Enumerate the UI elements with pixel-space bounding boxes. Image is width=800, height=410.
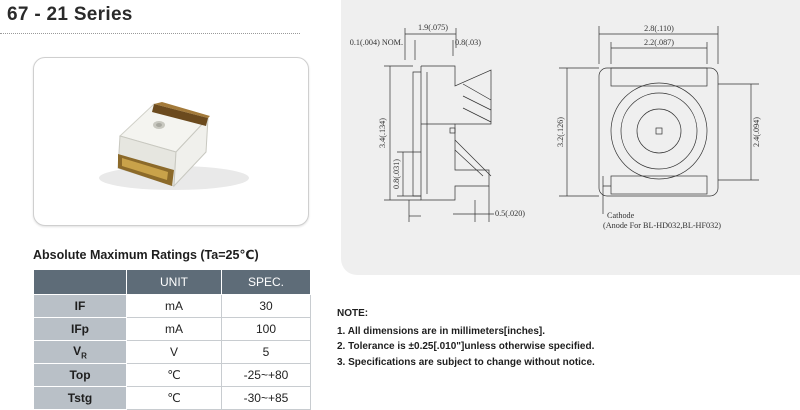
- param-text: V: [73, 343, 82, 358]
- unit-cell: ℃: [127, 387, 222, 410]
- dim-front-outer-width: 2.8(.110): [644, 24, 674, 33]
- spec-header: SPEC.: [222, 270, 311, 295]
- spec-cell: 30: [222, 295, 311, 318]
- note-item: 3. Specifications are subject to change without notice.: [337, 356, 595, 368]
- dim-front-height-left: 3.2(.126): [556, 116, 565, 148]
- unit-cell: V: [127, 341, 222, 364]
- notes-title: NOTE:: [337, 308, 369, 319]
- dim-front-height-right: 2.4(.094): [752, 116, 761, 148]
- param-cell: Tstg: [34, 387, 127, 410]
- unit-cell: mA: [127, 295, 222, 318]
- spec-cell: -25~+80: [222, 364, 311, 387]
- led-product-image: [34, 58, 308, 225]
- table-row: [34, 387, 311, 410]
- ratings-title: Absolute Maximum Ratings (Ta=25℃): [33, 248, 259, 262]
- note-item: 1. All dimensions are in millimeters[inches].: [337, 325, 546, 337]
- dim-lead: 0.8(.031): [392, 158, 401, 190]
- dim-step: 0.8(.03): [455, 38, 481, 47]
- spec-cell: -30~+85: [222, 387, 311, 410]
- page-title: 67 - 21 Series: [7, 4, 133, 25]
- unit-header: UNIT: [127, 270, 222, 295]
- dim-height: 3.4(.134): [378, 117, 387, 149]
- dimension-drawing-panel: [341, 0, 800, 275]
- spec-cell: 100: [222, 318, 311, 341]
- table-row: [34, 341, 311, 364]
- dim-top-width: 1.9(.075): [417, 23, 449, 32]
- dimension-drawing: [341, 0, 800, 275]
- note-item: 2. Tolerance is ±0.25[.010"]unless otherwise specified.: [337, 341, 595, 352]
- notes-block: [337, 306, 595, 370]
- title-divider: [0, 33, 300, 34]
- param-cell: IFp: [34, 318, 127, 341]
- table-row: [34, 364, 311, 387]
- ratings-header-row: [34, 270, 311, 295]
- spec-cell: 5: [222, 341, 311, 364]
- unit-cell: ℃: [127, 364, 222, 387]
- param-cell: Top: [34, 364, 127, 387]
- dim-bottom: 0.5(.020): [495, 209, 526, 218]
- dim-front-inner-width: 2.2(.087): [643, 38, 675, 47]
- param-cell: [34, 341, 127, 364]
- ratings-table: [33, 269, 311, 410]
- unit-cell: mA: [127, 318, 222, 341]
- param-header: [34, 270, 127, 295]
- param-subscript: R: [81, 351, 87, 361]
- table-row: [34, 295, 311, 318]
- cathode-note: (Anode For BL-HD032,BL-HF032): [603, 221, 722, 230]
- param-cell: IF: [34, 295, 127, 318]
- product-photo-frame: [33, 57, 309, 226]
- dim-nom: 0.1(.004) NOM.: [349, 38, 403, 47]
- table-row: [34, 318, 311, 341]
- cathode-label: Cathode: [607, 211, 635, 220]
